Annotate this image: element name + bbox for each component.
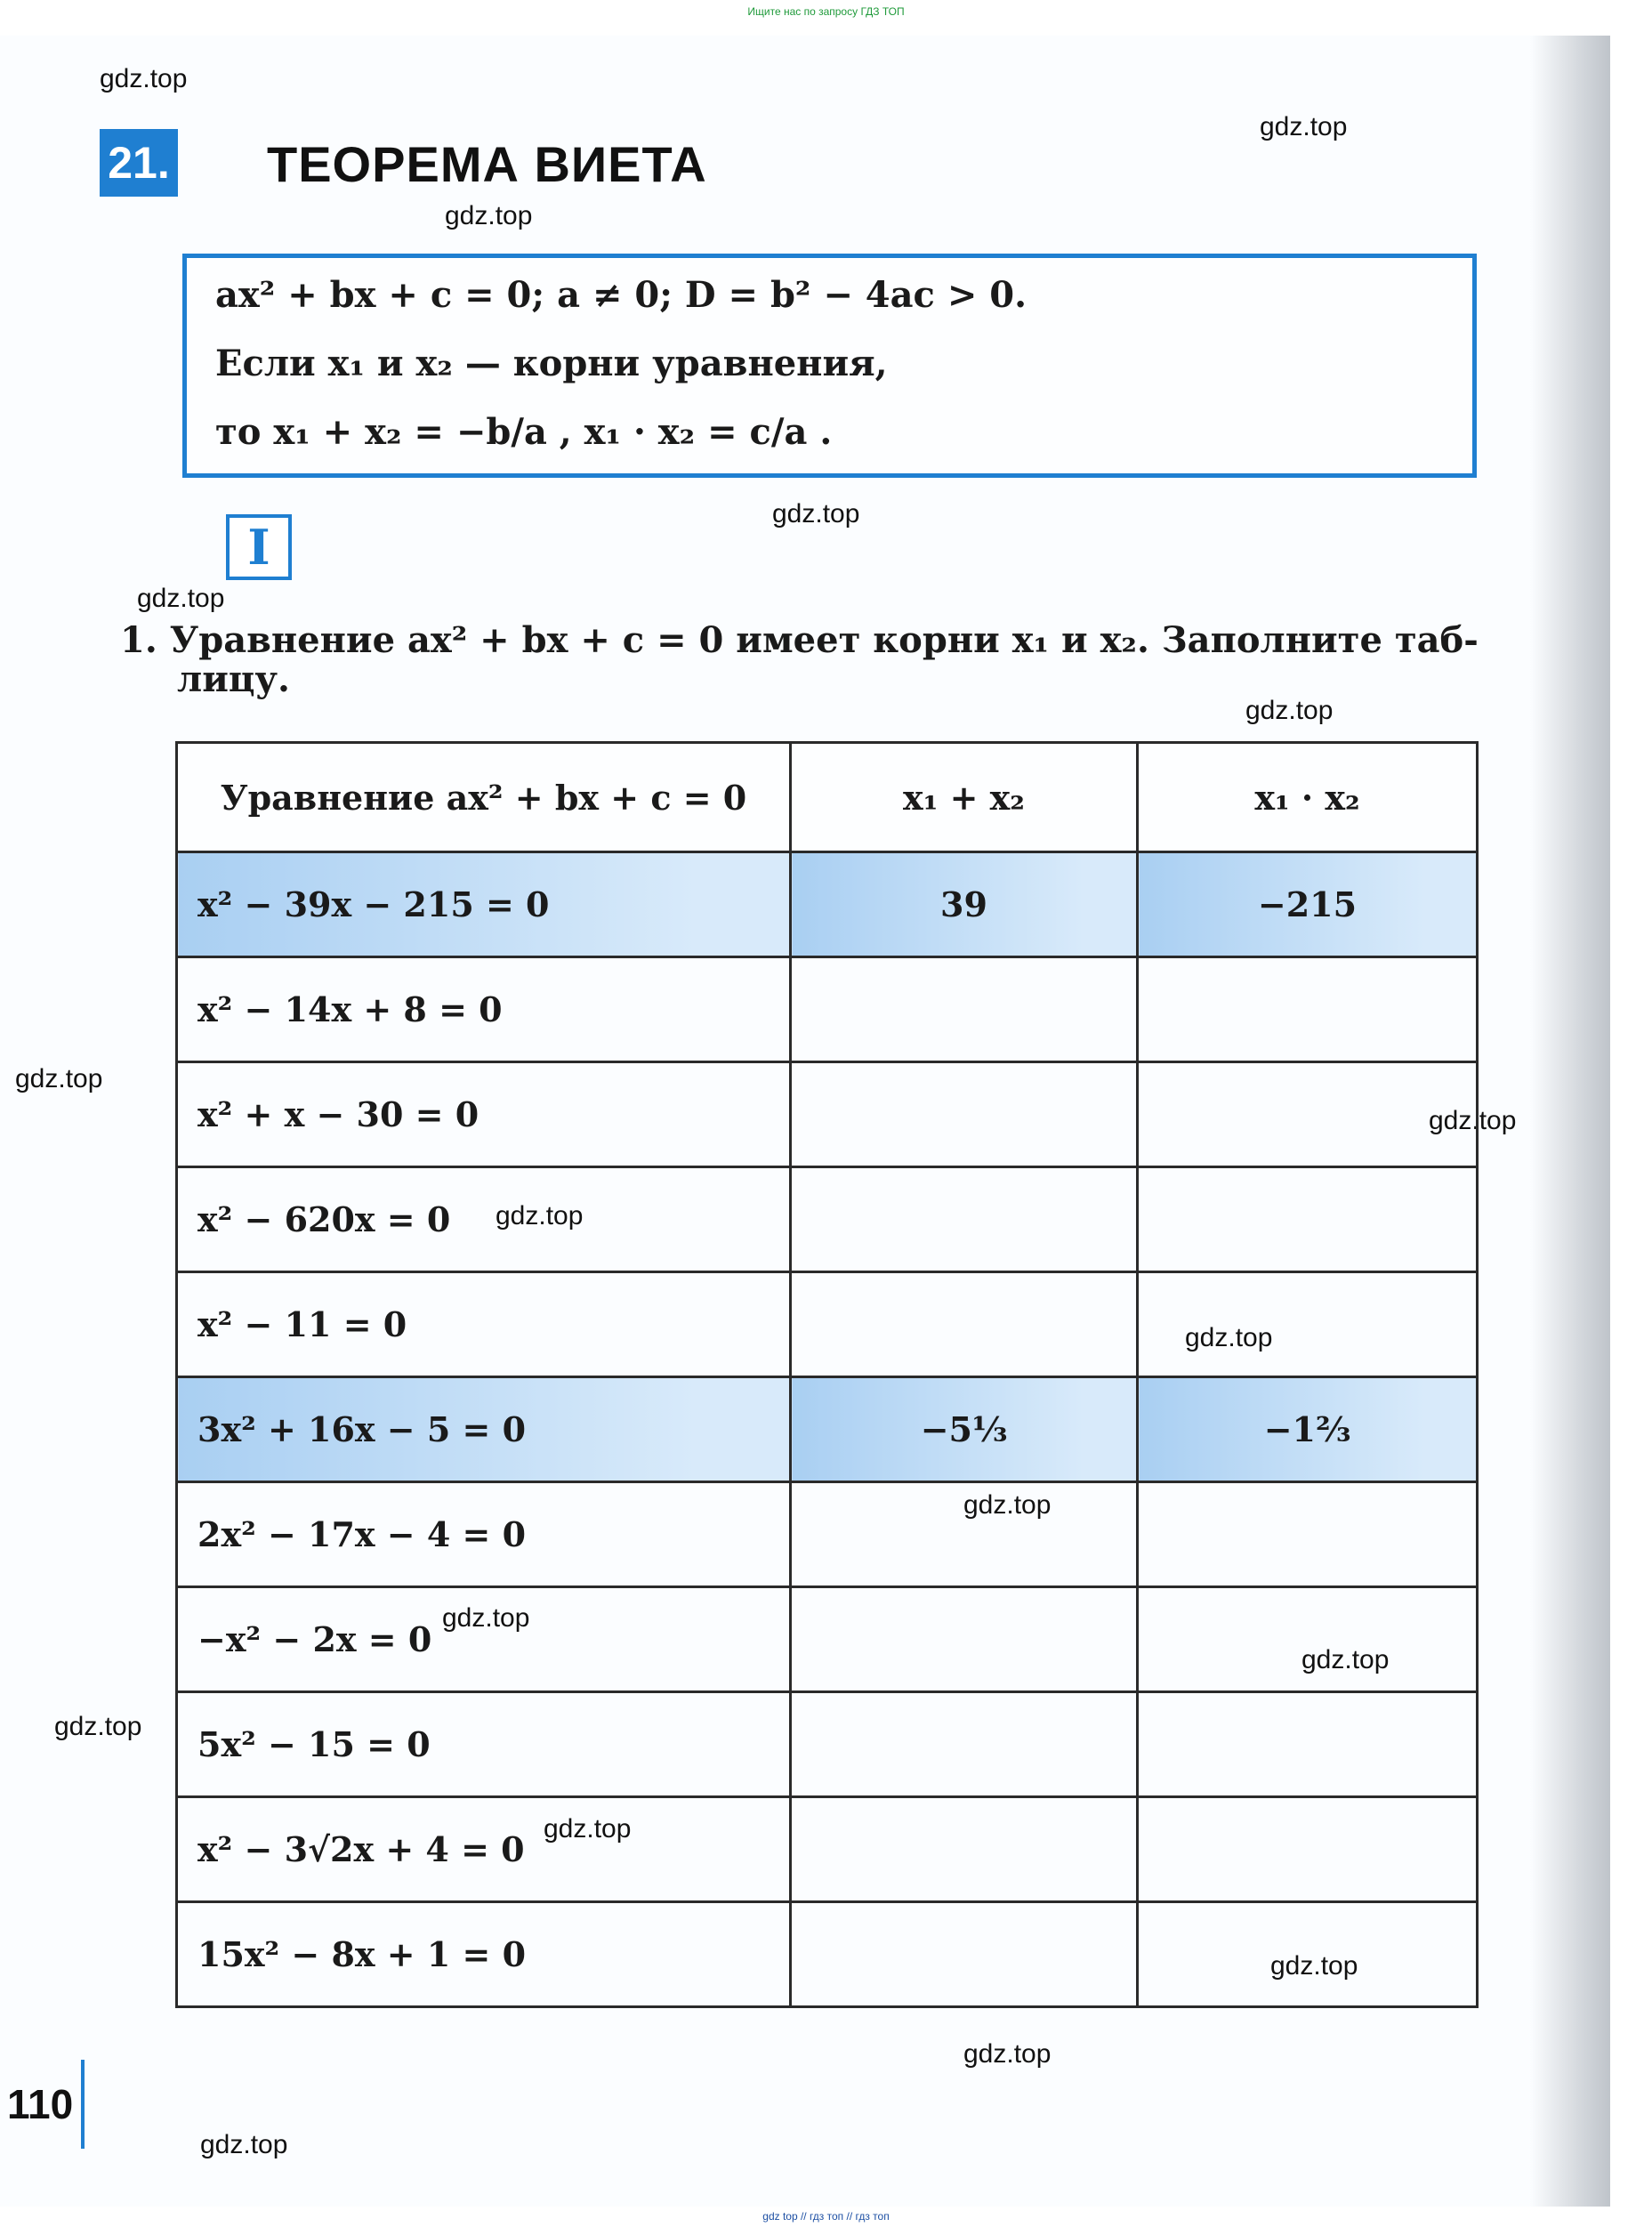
watermark: gdz.top (137, 584, 225, 613)
product-cell[interactable] (1138, 1272, 1478, 1377)
sum-cell[interactable] (791, 1062, 1138, 1167)
section-title: ТЕОРЕМА ВИЕТА (267, 136, 707, 192)
table-row (177, 1272, 1478, 1377)
equation-cell: x² − 3√2x + 4 = 0 (177, 1797, 791, 1902)
table-row (177, 1797, 1478, 1902)
sum-cell[interactable] (791, 1902, 1138, 2007)
part-label: I (226, 514, 292, 580)
equation-cell: 2x² − 17x − 4 = 0 (177, 1482, 791, 1587)
table-row (177, 1587, 1478, 1692)
product-cell[interactable] (1138, 1062, 1478, 1167)
product-cell[interactable] (1138, 1587, 1478, 1692)
equation-cell: 5x² − 15 = 0 (177, 1692, 791, 1797)
sum-cell[interactable] (791, 1692, 1138, 1797)
sum-cell[interactable] (791, 1482, 1138, 1587)
watermark: gdz.top (442, 1603, 530, 1633)
equation-cell: 15x² − 8x + 1 = 0 (177, 1902, 791, 2007)
sum-cell[interactable] (791, 1797, 1138, 1902)
equation-cell: x² − 620x = 0 (177, 1167, 791, 1272)
product-cell: −1⅔ (1138, 1377, 1478, 1482)
product-cell[interactable] (1138, 1902, 1478, 2007)
table-row (177, 1167, 1478, 1272)
watermark: gdz.top (496, 1201, 584, 1230)
table-row (177, 1482, 1478, 1587)
equation-cell: x² − 11 = 0 (177, 1272, 791, 1377)
watermark: gdz.top (1245, 696, 1334, 725)
watermark: gdz.top (772, 499, 860, 529)
sum-cell[interactable] (791, 1587, 1138, 1692)
product-cell[interactable] (1138, 1797, 1478, 1902)
watermark: gdz.top (54, 1712, 142, 1741)
table-row (177, 1062, 1478, 1167)
page-edge-shadow (1530, 36, 1610, 2207)
watermark: gdz.top (1185, 1323, 1273, 1352)
watermark: gdz.top (15, 1064, 103, 1093)
equation-cell: −x² − 2x = 0 (177, 1587, 791, 1692)
sum-cell[interactable] (791, 1167, 1138, 1272)
watermark: gdz.top (963, 2039, 1052, 2069)
watermark: gdz.top (200, 2130, 288, 2159)
equation-cell: x² − 39x − 215 = 0 (177, 852, 791, 957)
watermark: gdz.top (1260, 112, 1348, 141)
table-header-row (177, 743, 1478, 852)
product-cell[interactable] (1138, 1167, 1478, 1272)
equation-cell: 3x² + 16x − 5 = 0 (177, 1377, 791, 1482)
table-row (177, 852, 1478, 957)
table-row (177, 1692, 1478, 1797)
sum-cell[interactable] (791, 957, 1138, 1062)
sum-cell: −5⅓ (791, 1377, 1138, 1482)
header-sum: x₁ + x₂ (791, 743, 1138, 852)
theorem-line-2: Если x₁ и x₂ — корни уравнения, (215, 343, 888, 384)
header-product: x₁ · x₂ (1138, 743, 1478, 852)
vieta-table (175, 741, 1479, 2008)
bottom-links-note: gdz top // гдз топ // гдз топ (762, 2210, 890, 2223)
watermark: gdz.top (1429, 1106, 1517, 1135)
watermark: gdz.top (1301, 1645, 1390, 1674)
table-row (177, 957, 1478, 1062)
task-text-line-1: Уравнение ax² + bx + c = 0 имеет корни x₁ и x₂. Заполните таб- (169, 619, 1479, 661)
theorem-line-1: ax² + bx + c = 0; a ≠ 0; D = b² − 4ac > 0. (215, 274, 1027, 316)
product-cell[interactable] (1138, 957, 1478, 1062)
sum-cell: 39 (791, 852, 1138, 957)
task-text-line-2: лицу. (177, 658, 290, 700)
watermark: gdz.top (963, 1490, 1052, 1520)
page-number: 110 (0, 2060, 85, 2149)
watermark: gdz.top (1270, 1951, 1358, 1981)
watermark: gdz.top (544, 1814, 632, 1844)
theorem-line-3: то x₁ + x₂ = −b/a , x₁ · x₂ = c/a . (215, 411, 833, 453)
watermark: gdz.top (445, 201, 533, 230)
sum-cell[interactable] (791, 1272, 1138, 1377)
watermark: gdz.top (100, 64, 188, 93)
product-cell[interactable] (1138, 1482, 1478, 1587)
section-number: 21. (100, 129, 178, 197)
top-search-note: Ищите нас по запросу ГДЗ ТОП (747, 5, 905, 18)
product-cell[interactable] (1138, 1692, 1478, 1797)
task-statement (120, 621, 1481, 699)
theorem-box (182, 254, 1477, 478)
equation-cell: x² + x − 30 = 0 (177, 1062, 791, 1167)
product-cell: −215 (1138, 852, 1478, 957)
table-row (177, 1377, 1478, 1482)
header-equation: Уравнение ax² + bx + c = 0 (177, 743, 791, 852)
table-row (177, 1902, 1478, 2007)
task-number: 1. (120, 619, 157, 661)
equation-cell: x² − 14x + 8 = 0 (177, 957, 791, 1062)
